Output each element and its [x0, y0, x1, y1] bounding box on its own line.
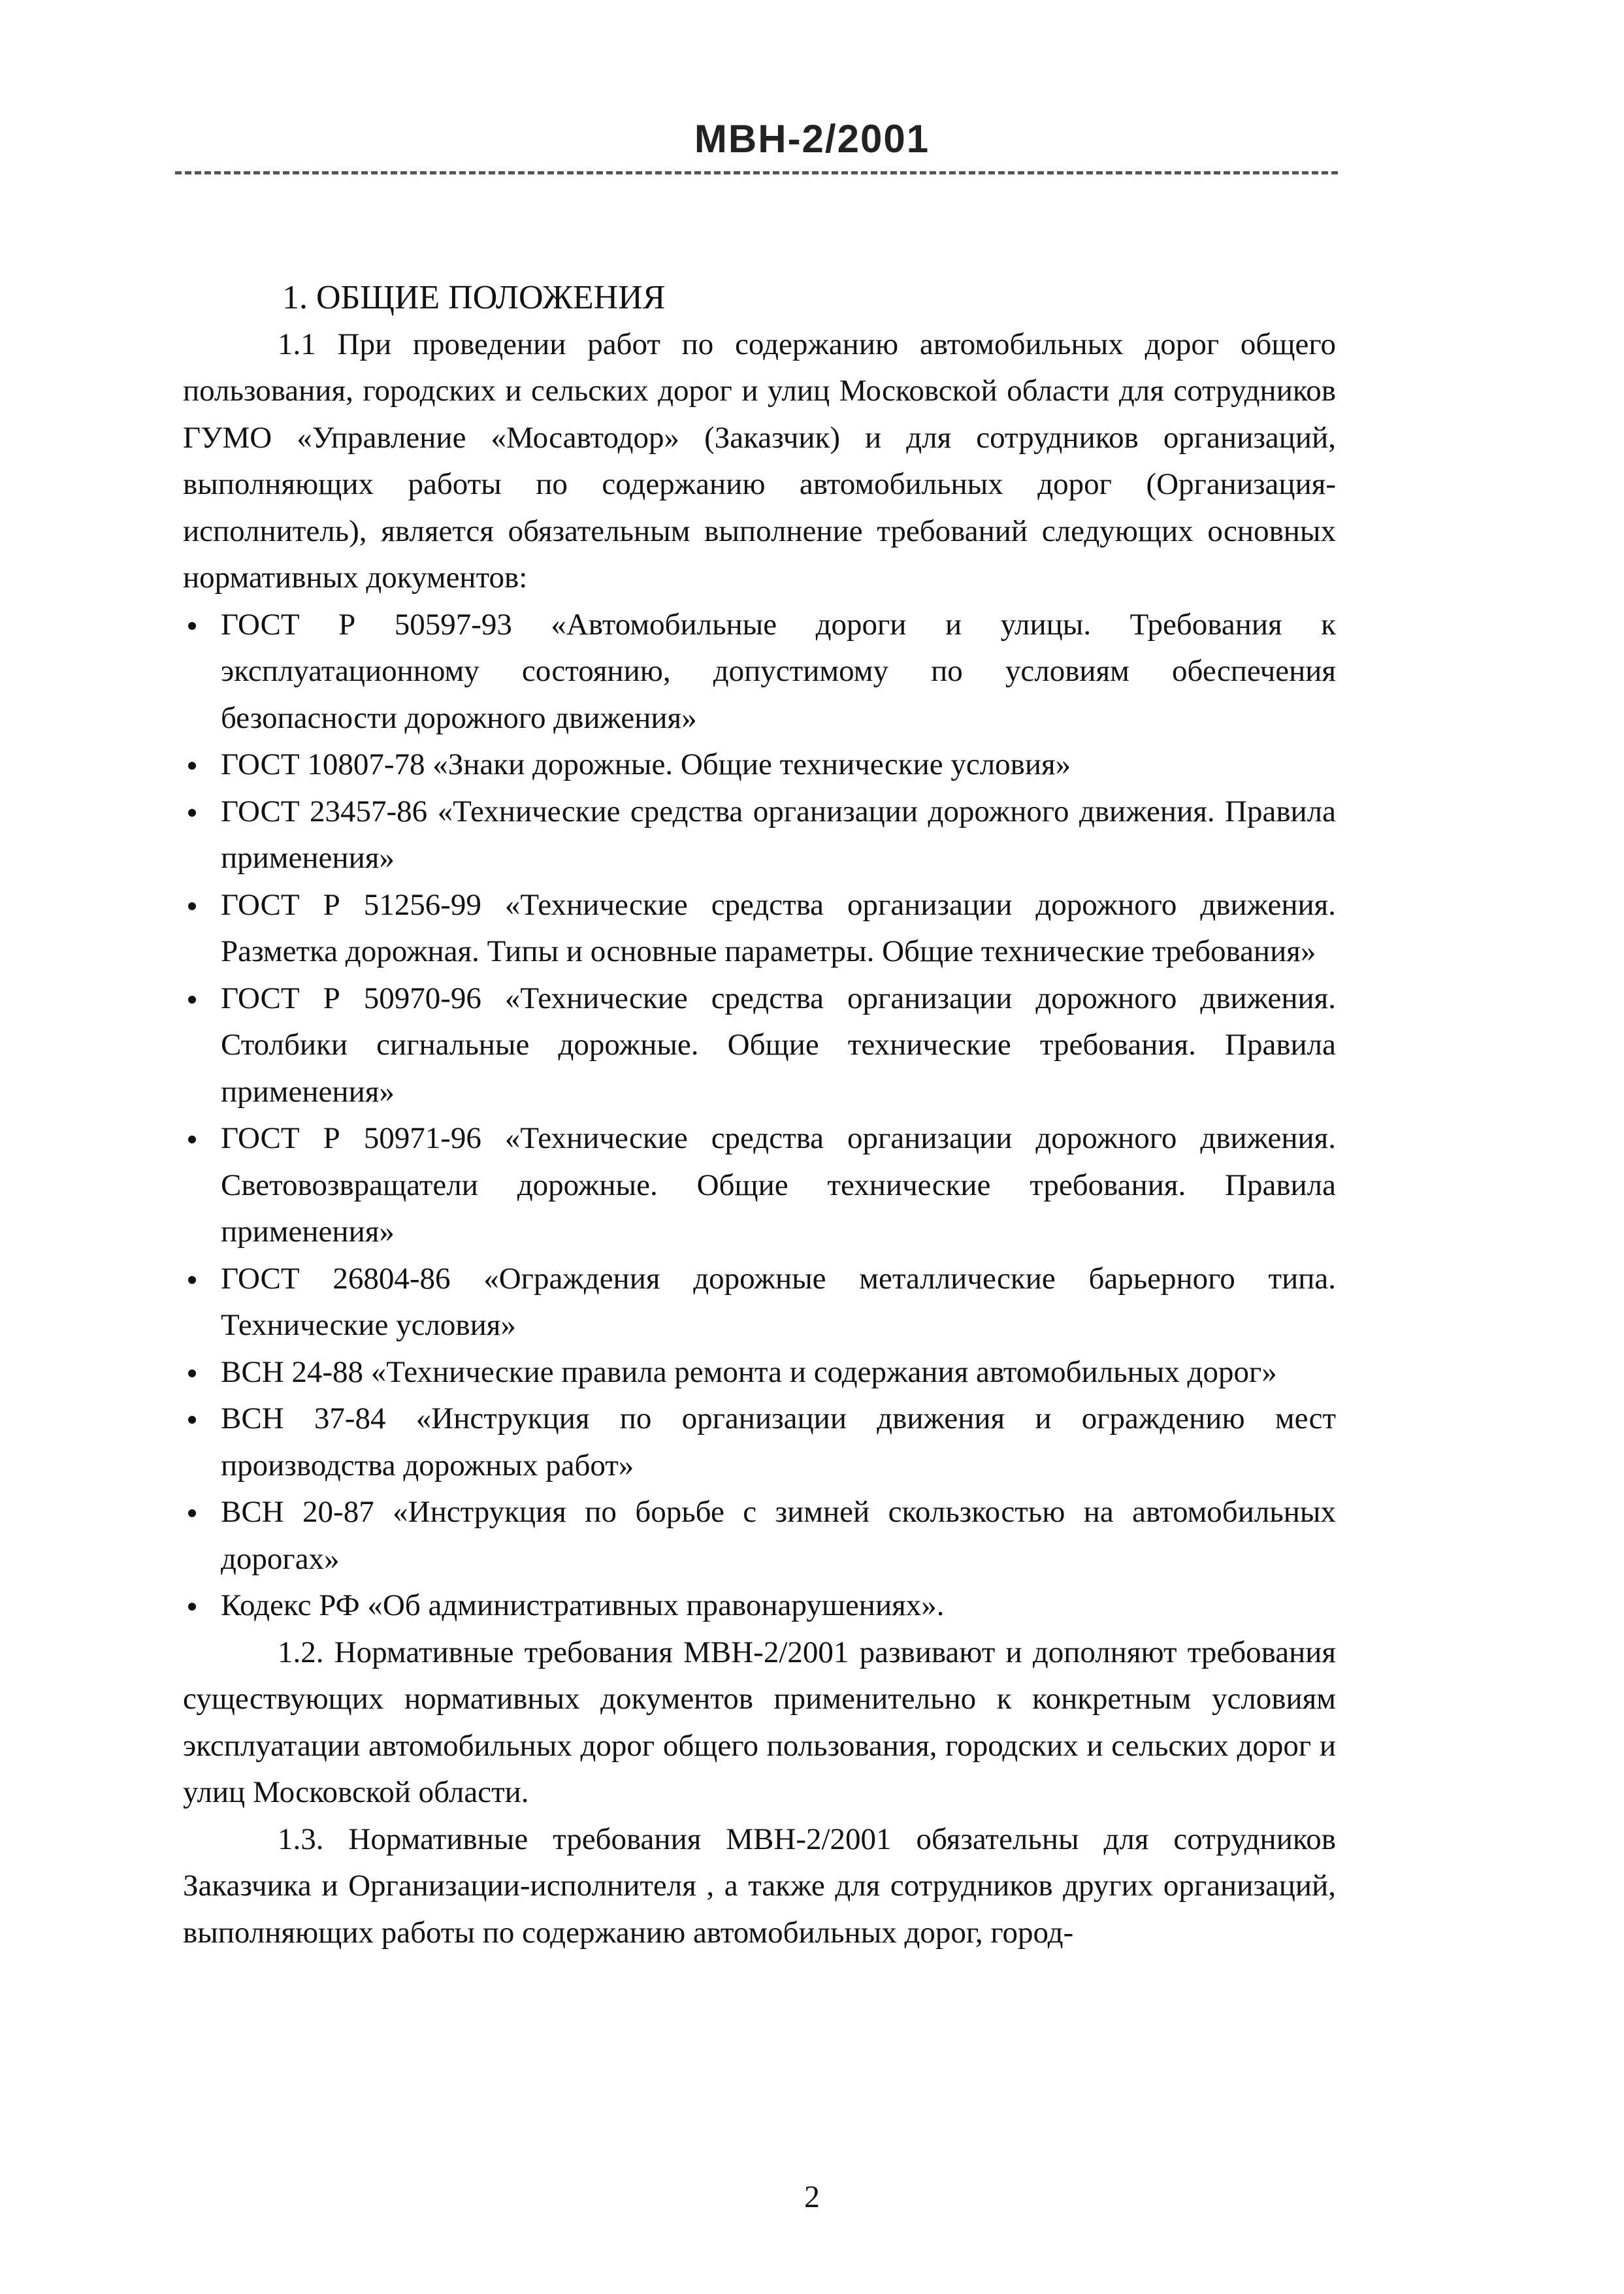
- list-item: ГОСТ Р 50970-96 «Технические средства организации дорожного движения. Столбики сигнальные дорожные. Общие технические требования. Правила применения»: [183, 975, 1336, 1116]
- list-item: ВСН 20-87 «Инструкция по борьбе с зимней скользкостью на автомобильных дорогах»: [183, 1489, 1336, 1582]
- normative-documents-list: [183, 602, 1336, 1630]
- header-divider: [175, 171, 1338, 174]
- section-heading: 1. ОБЩИЕ ПОЛОЖЕНИЯ: [282, 279, 666, 316]
- list-item: ГОСТ 26804-86 «Ограждения дорожные металлические барьерного типа. Технические условия»: [183, 1256, 1336, 1349]
- list-item: ГОСТ 10807-78 «Знаки дорожные. Общие технические условия»: [183, 742, 1336, 789]
- list-item: ГОСТ 23457-86 «Технические средства организации дорожного движения. Правила применения»: [183, 789, 1336, 882]
- list-item: ВСН 37-84 «Инструкция по организации движения и ограждению мест производства дорожных работ»: [183, 1396, 1336, 1489]
- document-code-header: МВН-2/2001: [694, 117, 930, 161]
- list-item: ВСН 24-88 «Технические правила ремонта и содержания автомобильных дорог»: [183, 1349, 1336, 1396]
- list-item: Кодекс РФ «Об административных правонарушениях».: [183, 1582, 1336, 1630]
- paragraph-1-2: 1.2. Нормативные требования МВН-2/2001 развивают и дополняют требования существующих нормативных документов применительно к конкретным условиям эксплуатации автомобильных дорог общего пользования, городских и сельских дорог и улиц Московской области.: [183, 1635, 1336, 1809]
- list-item: ГОСТ Р 51256-99 «Технические средства организации дорожного движения. Разметка дорожная. Типы и основные параметры. Общие технические требования»: [183, 882, 1336, 975]
- list-item: ГОСТ Р 50597-93 «Автомобильные дороги и улицы. Требования к эксплуатационному состоянию, допустимому по условиям обеспечения безопасности дорожного движения»: [183, 602, 1336, 742]
- document-body: [183, 274, 1336, 1956]
- page-number: 2: [804, 2180, 820, 2214]
- list-item: ГОСТ Р 50971-96 «Технические средства организации дорожного движения. Световозвращатели дорожные. Общие технические требования. Правила применения»: [183, 1115, 1336, 1256]
- paragraph-1-1: 1.1 При проведении работ по содержанию автомобильных дорог общего пользования, городских и сельских дорог и улиц Московской области для сотрудников ГУМО «Управление «Мосавтодор» (Заказчик) и для сотрудников организаций, выполняющих работы по содержанию автомобильных дорог (Организация-исполнитель), является обязательным выполнение требований следующих основных нормативных документов:: [183, 327, 1336, 595]
- paragraph-1-3: 1.3. Нормативные требования МВН-2/2001 обязательны для сотрудников Заказчика и Организации-исполнителя , а также для сотрудников других организаций, выполняющих работы по содержанию автомобильных дорог, город-: [183, 1822, 1336, 1950]
